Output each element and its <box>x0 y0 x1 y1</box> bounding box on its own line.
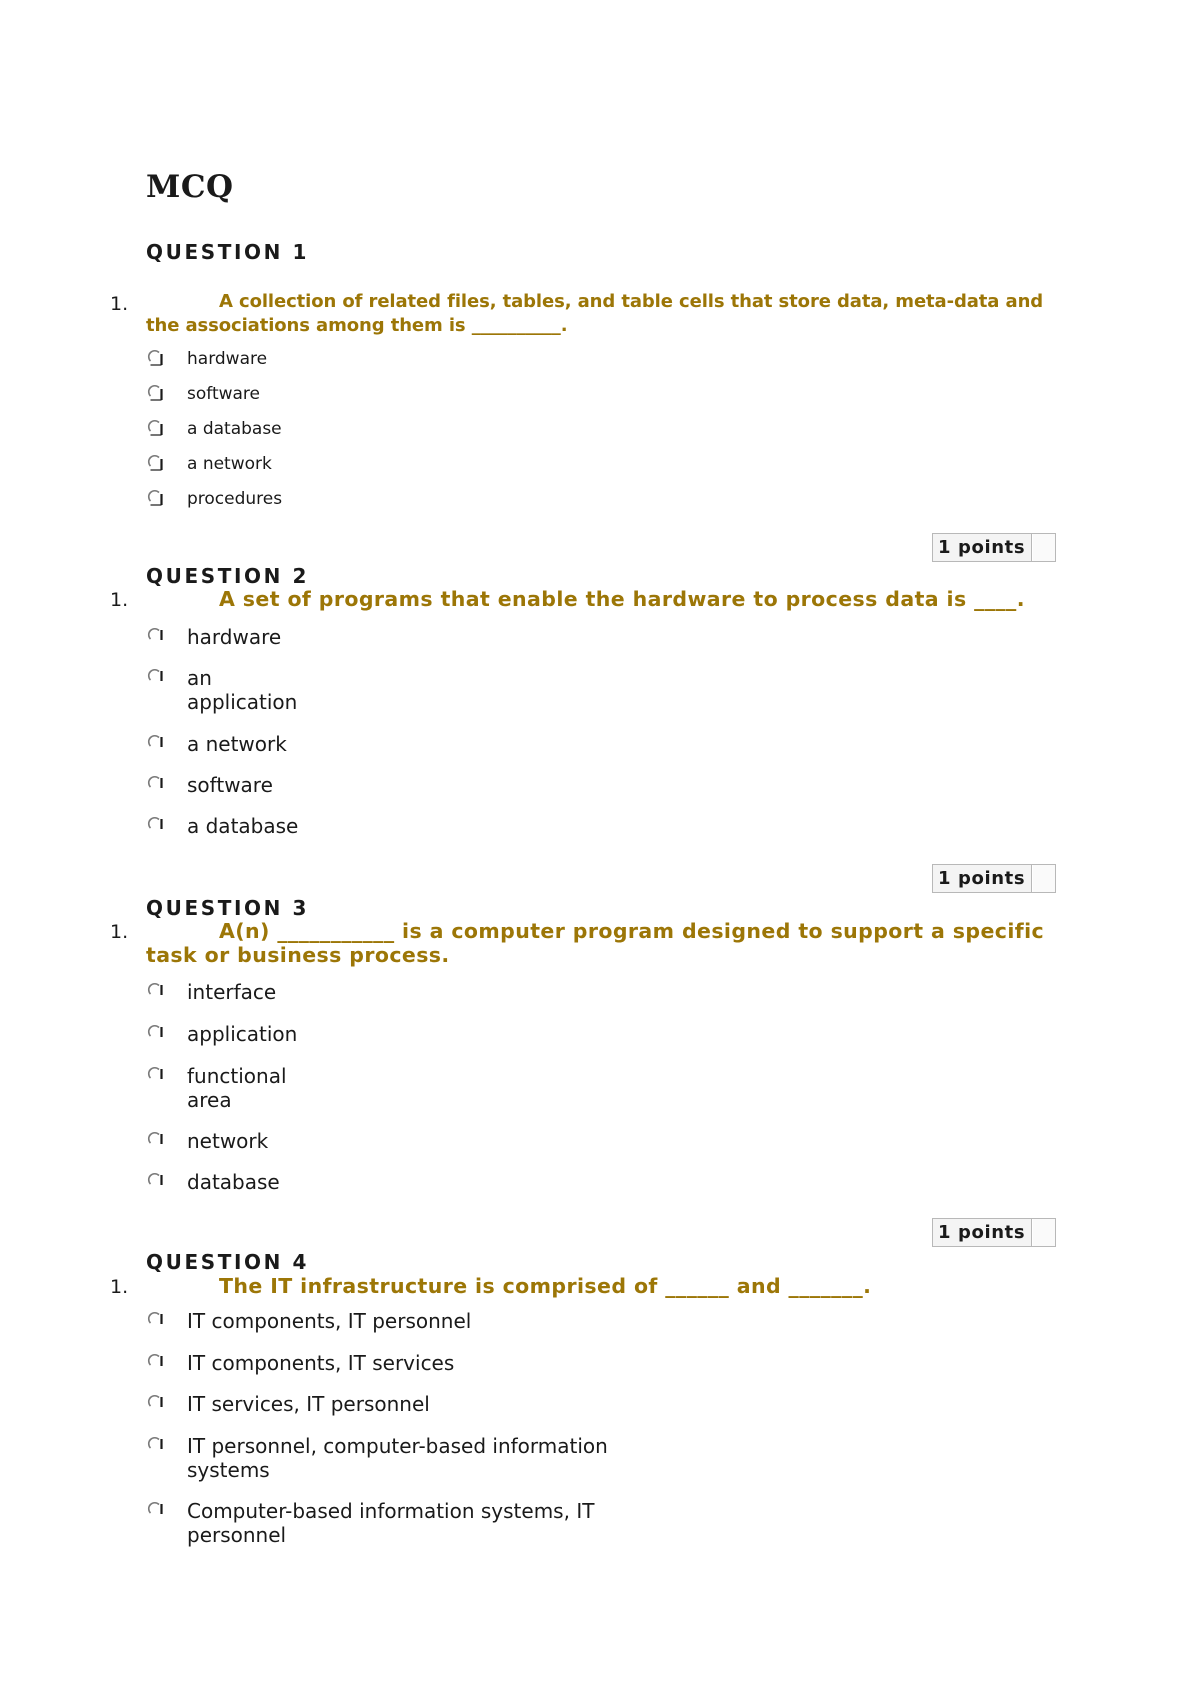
question-2-text <box>146 587 1046 611</box>
radio-button-icon[interactable] <box>146 815 166 835</box>
question-3-points-box <box>932 1218 1056 1247</box>
option-label: hardware <box>187 349 268 369</box>
question-3-option-1[interactable] <box>146 980 276 1004</box>
points-label: 1 points <box>933 1219 1032 1246</box>
option-label: procedures <box>187 489 283 509</box>
question-1-option-3[interactable] <box>146 417 282 441</box>
option-label: a network <box>187 454 272 474</box>
question-1-text-content: A collection of related files, tables, and table cells that store data, meta-data and the associations among them is __________. <box>146 291 1044 336</box>
radio-button-icon[interactable] <box>146 667 166 687</box>
radio-button-icon[interactable] <box>146 418 166 438</box>
option-label: software <box>187 384 261 404</box>
question-2-number: 1. <box>110 589 129 611</box>
radio-button-icon[interactable] <box>146 1023 166 1043</box>
question-3-text-content: A(n) ___________ is a computer program designed to support a specific task or business process. <box>146 919 1045 967</box>
option-label: IT personnel, computer-based information systems <box>187 1434 608 1482</box>
question-1-option-2[interactable] <box>146 382 260 406</box>
question-1-option-4[interactable] <box>146 452 272 476</box>
option-label: software <box>187 773 273 797</box>
question-3-heading: QUESTION 3 <box>146 896 310 920</box>
question-4-option-4[interactable] <box>146 1434 647 1482</box>
radio-button-icon[interactable] <box>146 453 166 473</box>
question-3-option-3[interactable] <box>146 1064 307 1112</box>
question-1-number: 1. <box>110 293 129 315</box>
question-4-option-3[interactable] <box>146 1392 430 1416</box>
radio-button-icon[interactable] <box>146 488 166 508</box>
question-1-option-1[interactable] <box>146 347 267 371</box>
question-4-number: 1. <box>110 1276 129 1298</box>
radio-button-icon[interactable] <box>146 733 166 753</box>
question-4-option-1[interactable] <box>146 1309 471 1333</box>
radio-button-icon[interactable] <box>146 1500 166 1520</box>
question-1-heading: QUESTION 1 <box>146 240 310 264</box>
question-2-text-content: A set of programs that enable the hardware to process data is ____. <box>219 587 1025 611</box>
question-2-option-4[interactable] <box>146 773 273 797</box>
points-label: 1 points <box>933 534 1032 561</box>
radio-button-icon[interactable] <box>146 626 166 646</box>
option-label: a database <box>187 419 282 439</box>
option-label: IT components, IT personnel <box>187 1309 472 1333</box>
option-label: IT components, IT services <box>187 1351 455 1375</box>
radio-button-icon[interactable] <box>146 348 166 368</box>
radio-button-icon[interactable] <box>146 1171 166 1191</box>
question-3-text <box>146 919 1046 967</box>
option-label: Computer-based information systems, IT personnel <box>187 1499 595 1547</box>
question-2-points-box <box>932 864 1056 893</box>
question-2-option-1[interactable] <box>146 625 281 649</box>
points-cell <box>1032 865 1055 892</box>
question-4-text-content: The IT infrastructure is comprised of ______ and _______. <box>219 1274 872 1298</box>
question-1-text <box>146 290 1046 338</box>
radio-button-icon[interactable] <box>146 383 166 403</box>
option-label: a database <box>187 814 299 838</box>
question-4-heading: QUESTION 4 <box>146 1250 310 1274</box>
radio-button-icon[interactable] <box>146 1130 166 1150</box>
question-3-option-4[interactable] <box>146 1129 268 1153</box>
radio-button-icon[interactable] <box>146 1352 166 1372</box>
question-4-option-2[interactable] <box>146 1351 454 1375</box>
page-title: MCQ <box>146 169 234 205</box>
option-label: hardware <box>187 625 282 649</box>
points-label: 1 points <box>933 865 1032 892</box>
option-label: interface <box>187 980 277 1004</box>
radio-button-icon[interactable] <box>146 1435 166 1455</box>
option-label: network <box>187 1129 269 1153</box>
radio-button-icon[interactable] <box>146 981 166 1001</box>
radio-button-icon[interactable] <box>146 1065 166 1085</box>
question-2-heading: QUESTION 2 <box>146 564 310 588</box>
question-3-option-2[interactable] <box>146 1022 297 1046</box>
option-label: application <box>187 1022 298 1046</box>
radio-button-icon[interactable] <box>146 1310 166 1330</box>
question-1-option-5[interactable] <box>146 487 282 511</box>
option-label: a network <box>187 732 287 756</box>
question-2-option-5[interactable] <box>146 814 298 838</box>
radio-button-icon[interactable] <box>146 774 166 794</box>
question-2-option-2[interactable] <box>146 666 307 714</box>
points-cell <box>1032 534 1055 561</box>
option-label: an application <box>187 666 298 714</box>
radio-button-icon[interactable] <box>146 1393 166 1413</box>
points-cell <box>1032 1219 1055 1246</box>
question-3-number: 1. <box>110 921 129 943</box>
question-3-option-5[interactable] <box>146 1170 280 1194</box>
question-4-text <box>146 1274 1046 1298</box>
option-label: IT services, IT personnel <box>187 1392 430 1416</box>
question-1-points-box <box>932 533 1056 562</box>
question-2-option-3[interactable] <box>146 732 287 756</box>
question-4-option-5[interactable] <box>146 1499 647 1547</box>
option-label: database <box>187 1170 280 1194</box>
option-label: functional area <box>187 1064 287 1112</box>
